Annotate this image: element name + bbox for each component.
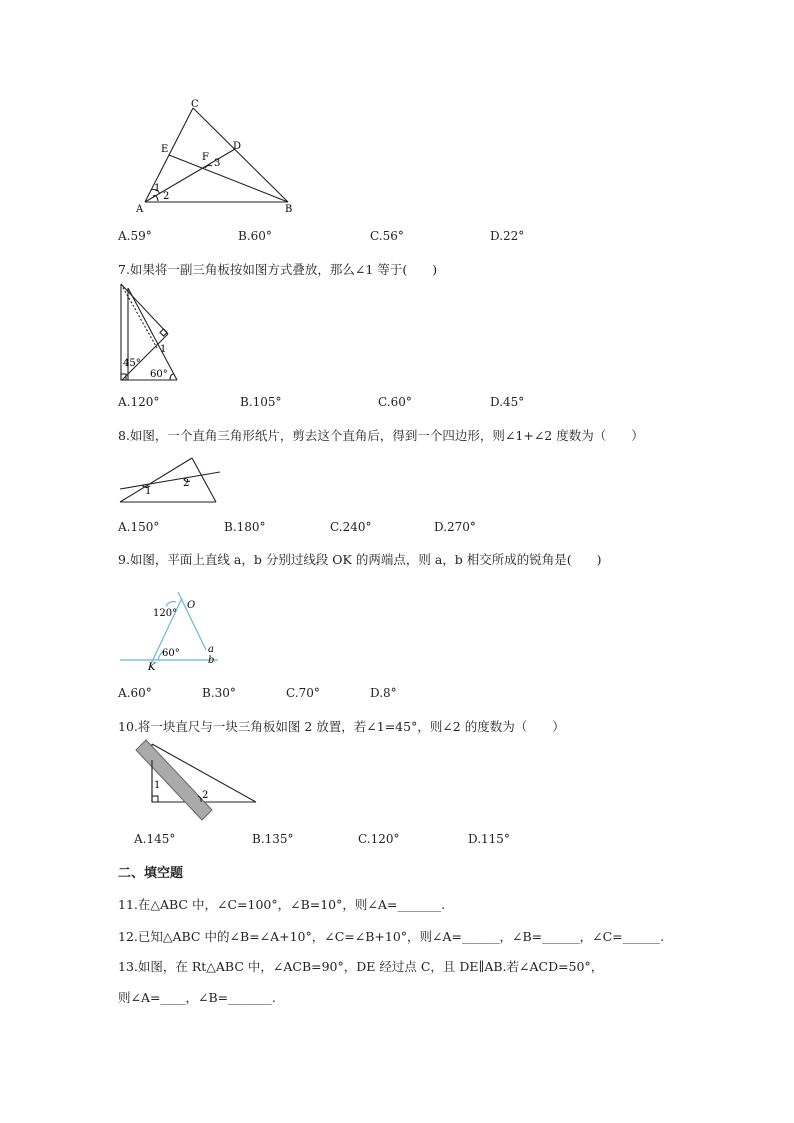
label-1: 1 <box>154 780 161 791</box>
q8-option-b[interactable]: B.180° <box>224 520 266 534</box>
label-3: 3 <box>214 158 221 169</box>
q6-option-c[interactable]: C.56° <box>370 229 404 243</box>
q7-set-squares-figure <box>115 282 185 384</box>
label-1: 1 <box>145 486 152 497</box>
q10-text: 10.将一块直尺与一块三角板如图 2 放置，若∠1=45°，则∠2 的度数为（ ） <box>118 719 565 734</box>
q9-text: 9.如图，平面上直线 a，b 分别过线段 OK 的两端点，则 a，b 相交所成的锐角是( ) <box>118 552 602 567</box>
label-60-degrees: 60° <box>162 648 180 659</box>
q10-option-a[interactable]: A.145° <box>134 832 176 846</box>
q9-lines-figure <box>118 590 223 672</box>
q8-option-a[interactable]: A.150° <box>118 520 160 534</box>
label-45-degrees: 45° <box>123 358 141 369</box>
q8-option-c[interactable]: C.240° <box>330 520 372 534</box>
label-K: K <box>148 662 156 672</box>
label-2: 2 <box>183 478 190 489</box>
label-1: 1 <box>154 183 161 194</box>
q9-option-d[interactable]: D.8° <box>370 686 397 700</box>
label-A: A <box>136 204 144 215</box>
label-2: 2 <box>163 191 170 202</box>
label-a: a <box>208 644 214 655</box>
q6-triangle-figure <box>135 98 305 220</box>
label-E: E <box>161 144 169 155</box>
q10-ruler-set-square-figure <box>132 738 260 822</box>
q10-option-c[interactable]: C.120° <box>358 832 400 846</box>
section-heading-fill-in: 二、填空题 <box>118 866 184 881</box>
label-2: 2 <box>202 790 209 801</box>
q7-option-a[interactable]: A.120° <box>118 395 160 409</box>
q10-option-b[interactable]: B.135° <box>252 832 294 846</box>
q9-option-b[interactable]: B.30° <box>202 686 236 700</box>
q7-text: 7.如果将一副三角板按如图方式叠放，那么∠1 等于( ) <box>118 262 438 277</box>
q13-text-line2: 则∠A=____，∠B=_______. <box>118 990 276 1005</box>
q6-option-a[interactable]: A.59° <box>118 229 152 243</box>
q9-option-a[interactable]: A.60° <box>118 686 152 700</box>
q10-option-d[interactable]: D.115° <box>468 832 510 846</box>
q8-option-d[interactable]: D.270° <box>434 520 476 534</box>
q13-text-line1: 13.如图，在 Rt△ABC 中，∠ACB=90°，DE 经过点 C，且 DE∥AB.若∠ACD=50°， <box>118 959 604 974</box>
label-1: 1 <box>160 344 167 355</box>
label-O: O <box>187 600 196 611</box>
label-120-degrees: 120° <box>153 608 178 619</box>
ruler-shape <box>136 740 212 820</box>
q7-option-d[interactable]: D.45° <box>490 395 525 409</box>
label-C: C <box>191 99 199 110</box>
q6-option-d[interactable]: D.22° <box>490 229 525 243</box>
q8-text: 8.如图，一个直角三角形纸片，剪去这个直角后，得到一个四边形，则∠1+∠2 度数为（ ） <box>118 428 644 443</box>
q8-cut-triangle-figure <box>118 452 223 504</box>
label-B: B <box>285 204 293 215</box>
label-60-degrees: 60° <box>150 369 168 380</box>
label-b: b <box>208 655 215 666</box>
label-F: F <box>202 152 209 163</box>
q9-option-c[interactable]: C.70° <box>286 686 320 700</box>
q6-option-b[interactable]: B.60° <box>238 229 272 243</box>
q12-text: 12.已知△ABC 中的∠B=∠A+10°，∠C=∠B+10°，则∠A=______，∠B=______，∠C=______. <box>118 929 665 944</box>
label-D: D <box>233 141 242 152</box>
q7-option-b[interactable]: B.105° <box>240 395 282 409</box>
q11-text: 11.在△ABC 中，∠C=100°，∠B=10°，则∠A=_______. <box>118 897 446 912</box>
q7-option-c[interactable]: C.60° <box>378 395 412 409</box>
